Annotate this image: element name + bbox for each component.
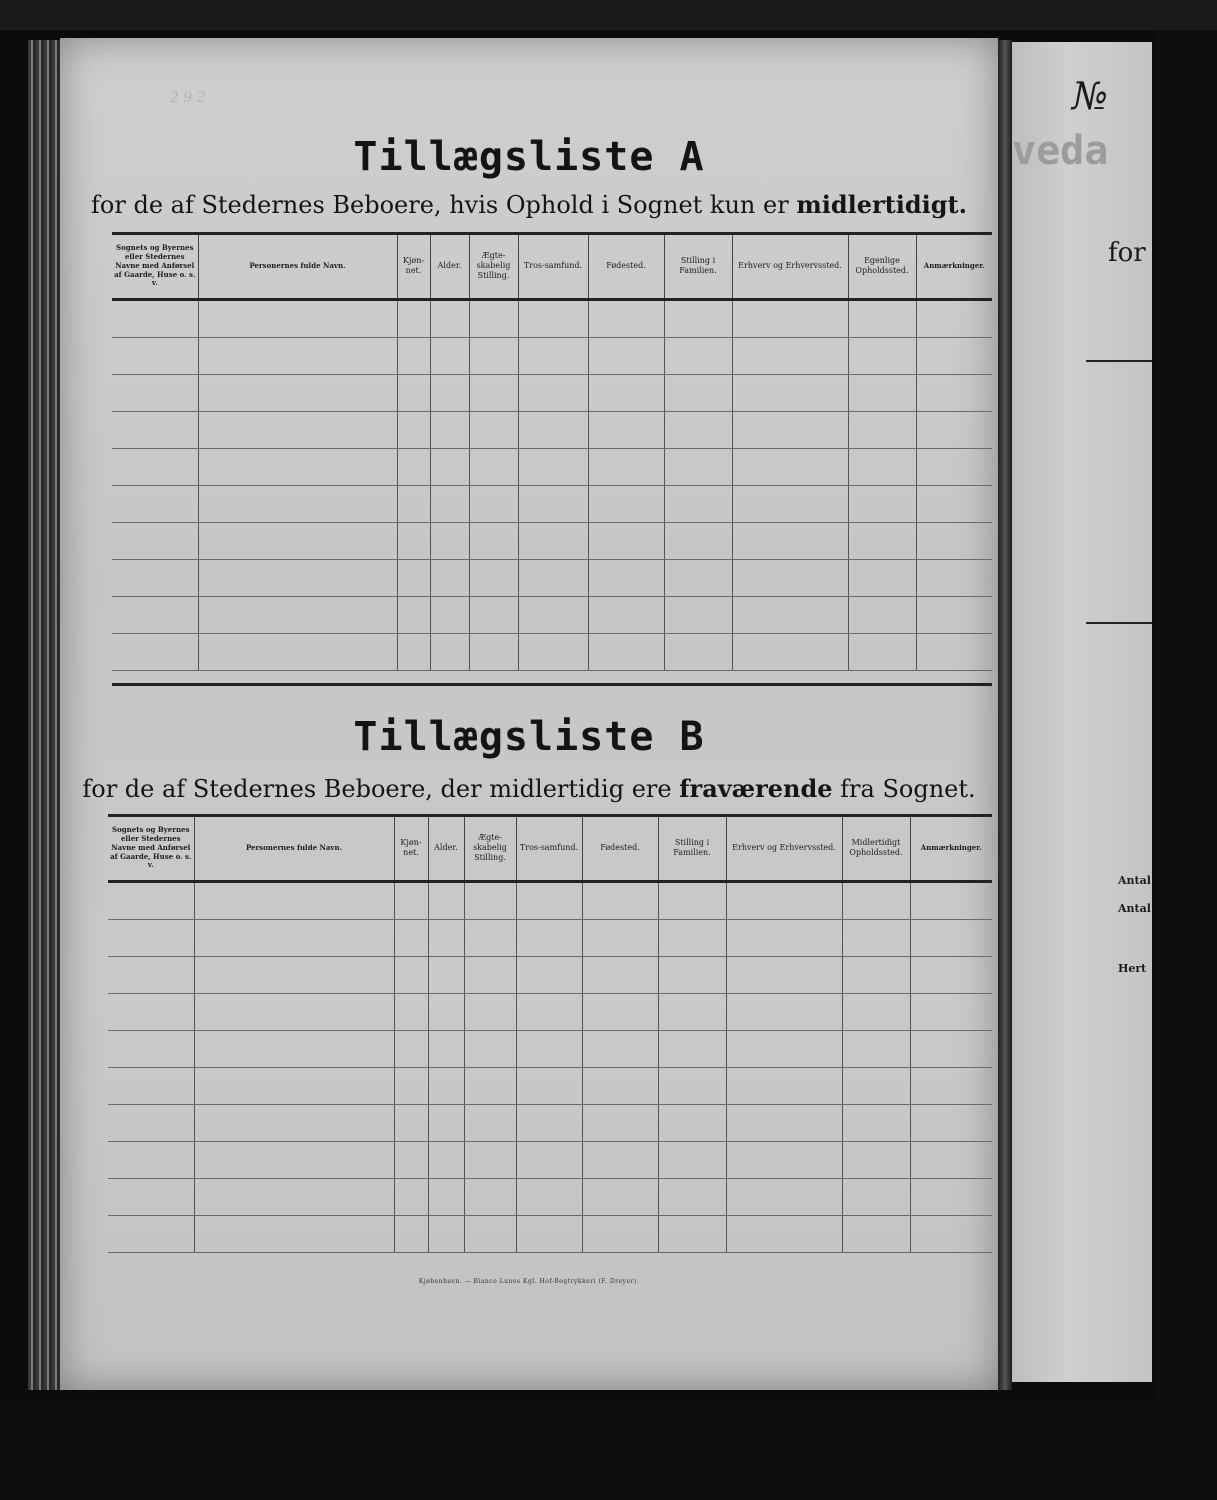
list-b-cell bbox=[428, 919, 464, 956]
list-b-cell bbox=[516, 1215, 582, 1252]
list-a-cell bbox=[732, 299, 848, 337]
list-b-cell bbox=[428, 956, 464, 993]
film-right-edge bbox=[1156, 30, 1217, 1398]
list-b-table bbox=[108, 817, 992, 1253]
list-a-cell bbox=[916, 633, 992, 670]
list-a-cell bbox=[848, 485, 916, 522]
list-b-cell bbox=[726, 1030, 842, 1067]
list-b-cell bbox=[394, 1178, 428, 1215]
list-a-cell bbox=[664, 596, 732, 633]
list-b-col-family-position: Stilling i Familien. bbox=[658, 817, 726, 881]
list-b-cell bbox=[910, 919, 992, 956]
list-a-cell bbox=[112, 411, 198, 448]
list-a-cell bbox=[916, 559, 992, 596]
list-a-cell bbox=[664, 374, 732, 411]
section-divider bbox=[112, 683, 992, 686]
list-b-cell bbox=[464, 1141, 516, 1178]
list-a-cell bbox=[518, 485, 588, 522]
list-a-cell bbox=[732, 633, 848, 670]
list-a-cell bbox=[916, 374, 992, 411]
list-b-cell bbox=[726, 1215, 842, 1252]
list-a-cell bbox=[848, 411, 916, 448]
list-b-cell bbox=[108, 956, 194, 993]
list-a-cell bbox=[588, 337, 664, 374]
list-a-cell bbox=[469, 337, 518, 374]
list-b-cell bbox=[842, 1030, 910, 1067]
list-b-cell bbox=[194, 1178, 394, 1215]
list-a-col-family-position: Stilling i Familien. bbox=[664, 235, 732, 299]
bleed-title-fragment: veda bbox=[1012, 128, 1109, 174]
list-a-cell bbox=[112, 299, 198, 337]
list-a-cell bbox=[397, 299, 430, 337]
list-b-cell bbox=[464, 1104, 516, 1141]
list-b-cell bbox=[394, 1215, 428, 1252]
list-b-cell bbox=[108, 881, 194, 919]
list-a-cell bbox=[848, 559, 916, 596]
list-b-cell bbox=[726, 919, 842, 956]
list-a-col-place: Sognets og Byernes eller Stedernes Navne med Anførsel af Gaarde, Huse o. s. v. bbox=[112, 235, 198, 299]
list-b-cell bbox=[910, 1030, 992, 1067]
next-page-for: for bbox=[1108, 238, 1146, 268]
list-a-cell bbox=[848, 448, 916, 485]
list-a-cell bbox=[198, 559, 397, 596]
list-b-cell bbox=[910, 956, 992, 993]
page-edge-stack bbox=[28, 40, 60, 1390]
list-b-cell bbox=[842, 881, 910, 919]
list-b-cell bbox=[842, 956, 910, 993]
list-b-cell bbox=[428, 1030, 464, 1067]
list-b-cell bbox=[428, 1141, 464, 1178]
list-b-cell bbox=[726, 1141, 842, 1178]
list-a-cell bbox=[588, 485, 664, 522]
list-b-col-name: Personernes fulde Navn. bbox=[194, 817, 394, 881]
list-b-cell bbox=[842, 1104, 910, 1141]
list-a-cell bbox=[430, 411, 469, 448]
list-a-row bbox=[112, 337, 992, 374]
list-a-cell bbox=[518, 633, 588, 670]
list-a-cell bbox=[732, 448, 848, 485]
list-b-cell bbox=[582, 1215, 658, 1252]
next-page-antal-2: Antal bbox=[1118, 902, 1151, 915]
list-a-cell bbox=[112, 337, 198, 374]
list-b-cell bbox=[910, 993, 992, 1030]
list-a-cell bbox=[518, 299, 588, 337]
list-a-cell bbox=[518, 596, 588, 633]
list-a-row bbox=[112, 522, 992, 559]
list-b-cell bbox=[726, 1067, 842, 1104]
list-b-cell bbox=[842, 1178, 910, 1215]
list-b-cell bbox=[582, 1030, 658, 1067]
list-b-cell bbox=[910, 1067, 992, 1104]
list-a-cell bbox=[518, 522, 588, 559]
list-b-cell bbox=[464, 881, 516, 919]
list-a-cell bbox=[588, 522, 664, 559]
list-b-cell bbox=[194, 1104, 394, 1141]
list-a-cell bbox=[430, 374, 469, 411]
list-a-cell bbox=[732, 411, 848, 448]
list-a-col-residence: Egenlige Opholdssted. bbox=[848, 235, 916, 299]
list-b-cell bbox=[428, 1178, 464, 1215]
list-a-cell bbox=[469, 374, 518, 411]
list-a-cell bbox=[664, 337, 732, 374]
list-a-cell bbox=[916, 522, 992, 559]
list-a-cell bbox=[198, 374, 397, 411]
list-a-cell bbox=[397, 559, 430, 596]
list-a-cell bbox=[916, 299, 992, 337]
list-b-cell bbox=[658, 1030, 726, 1067]
list-b-title: Tillægsliste B bbox=[353, 714, 705, 760]
list-b-cell bbox=[516, 1067, 582, 1104]
list-a-cell bbox=[198, 411, 397, 448]
list-b-cell bbox=[658, 993, 726, 1030]
list-b-subtitle-emphasis: fraværende bbox=[679, 774, 833, 803]
list-a-col-marital: Ægte-skabelig Stilling. bbox=[469, 235, 518, 299]
list-b-cell bbox=[394, 1141, 428, 1178]
list-a-cell bbox=[916, 337, 992, 374]
list-a-cell bbox=[732, 559, 848, 596]
list-a-col-occupation: Erhverv og Erhvervssted. bbox=[732, 235, 848, 299]
list-b-cell bbox=[108, 993, 194, 1030]
list-b-cell bbox=[428, 993, 464, 1030]
list-a-cell bbox=[588, 411, 664, 448]
list-a-cell bbox=[198, 633, 397, 670]
list-a-cell bbox=[112, 448, 198, 485]
list-a-row bbox=[112, 411, 992, 448]
list-a-cell bbox=[397, 337, 430, 374]
list-a-cell bbox=[732, 374, 848, 411]
list-b-cell bbox=[464, 1030, 516, 1067]
list-b-col-place: Sognets og Byernes eller Stedernes Navne med Anførsel af Gaarde, Huse o. s. v. bbox=[108, 817, 194, 881]
list-b-cell bbox=[428, 1067, 464, 1104]
list-a-cell bbox=[430, 299, 469, 337]
list-a-col-remarks: Anmærkninger. bbox=[916, 235, 992, 299]
list-b-row bbox=[108, 1141, 992, 1178]
film-top-edge bbox=[0, 0, 1217, 30]
list-a-cell bbox=[112, 522, 198, 559]
list-a-row bbox=[112, 559, 992, 596]
list-a-cell bbox=[397, 374, 430, 411]
list-b-body bbox=[108, 881, 992, 1252]
list-b-cell bbox=[910, 1215, 992, 1252]
list-b-cell bbox=[658, 1067, 726, 1104]
list-a-cell bbox=[397, 633, 430, 670]
list-a-cell bbox=[664, 559, 732, 596]
list-a-cell bbox=[664, 485, 732, 522]
number-mark: № bbox=[1072, 74, 1108, 118]
list-a-cell bbox=[732, 485, 848, 522]
list-b-col-marital: Ægte-skabelig Stilling. bbox=[464, 817, 516, 881]
list-b-cell bbox=[582, 1178, 658, 1215]
list-b-cell bbox=[428, 881, 464, 919]
list-b-cell bbox=[194, 919, 394, 956]
list-b-cell bbox=[194, 956, 394, 993]
list-a-row bbox=[112, 596, 992, 633]
list-b-col-birthplace: Fødested. bbox=[582, 817, 658, 881]
list-b-cell bbox=[658, 1178, 726, 1215]
list-b-cell bbox=[658, 956, 726, 993]
list-b-cell bbox=[464, 919, 516, 956]
list-b-cell bbox=[582, 1141, 658, 1178]
list-b-cell bbox=[394, 956, 428, 993]
list-b-subtitle-end: fra Sognet. bbox=[832, 775, 976, 803]
list-a-cell bbox=[112, 559, 198, 596]
list-a-cell bbox=[848, 374, 916, 411]
list-b-cell bbox=[394, 993, 428, 1030]
list-b-subtitle bbox=[60, 774, 998, 803]
list-b-cell bbox=[394, 1030, 428, 1067]
list-b-cell bbox=[194, 881, 394, 919]
list-b-row bbox=[108, 1067, 992, 1104]
list-b-subtitle-text: for de af Stedernes Beboere, der midlertidig ere bbox=[82, 775, 680, 803]
list-b-cell bbox=[658, 919, 726, 956]
list-a-subtitle-text: for de af Stedernes Beboere, hvis Ophold i Sognet kun er bbox=[91, 191, 797, 219]
list-a-cell bbox=[112, 374, 198, 411]
list-b-col-age: Alder. bbox=[428, 817, 464, 881]
list-a-cell bbox=[198, 596, 397, 633]
list-a-cell bbox=[588, 299, 664, 337]
list-a-cell bbox=[732, 522, 848, 559]
list-a-col-birthplace: Fødested. bbox=[588, 235, 664, 299]
list-a-cell bbox=[664, 448, 732, 485]
list-a-cell bbox=[518, 337, 588, 374]
list-b-col-temp-residence: Midlertidigt Opholdssted. bbox=[842, 817, 910, 881]
list-b-cell bbox=[726, 881, 842, 919]
list-a-cell bbox=[916, 596, 992, 633]
list-a-cell bbox=[848, 596, 916, 633]
list-a-table bbox=[112, 235, 992, 671]
list-a-row bbox=[112, 448, 992, 485]
list-b-col-remarks: Anmærkninger. bbox=[910, 817, 992, 881]
list-a-cell bbox=[469, 485, 518, 522]
list-a-cell bbox=[112, 485, 198, 522]
list-a-cell bbox=[848, 522, 916, 559]
list-a-row bbox=[112, 633, 992, 670]
list-a-cell bbox=[664, 522, 732, 559]
list-b-cell bbox=[464, 956, 516, 993]
list-b-cell bbox=[428, 1215, 464, 1252]
list-b-cell bbox=[394, 1104, 428, 1141]
list-b-cell bbox=[394, 1067, 428, 1104]
list-b-cell bbox=[516, 881, 582, 919]
list-b-row bbox=[108, 1215, 992, 1252]
list-b-row bbox=[108, 919, 992, 956]
adjacent-page-fragment bbox=[1012, 42, 1152, 1382]
list-a-col-religion: Tros-samfund. bbox=[518, 235, 588, 299]
book-binding bbox=[998, 40, 1012, 1390]
list-b-row bbox=[108, 1104, 992, 1141]
list-b-cell bbox=[582, 1104, 658, 1141]
list-b-cell bbox=[464, 1215, 516, 1252]
list-b-cell bbox=[910, 881, 992, 919]
list-a-cell bbox=[848, 337, 916, 374]
list-b-cell bbox=[726, 1178, 842, 1215]
list-a-cell bbox=[664, 411, 732, 448]
list-b-cell bbox=[108, 1215, 194, 1252]
list-a-cell bbox=[397, 522, 430, 559]
list-b-cell bbox=[516, 993, 582, 1030]
list-b-cell bbox=[516, 1178, 582, 1215]
list-a-cell bbox=[848, 633, 916, 670]
list-a-col-age: Alder. bbox=[430, 235, 469, 299]
list-a-title: Tillægsliste A bbox=[353, 134, 705, 180]
list-b-cell bbox=[516, 1030, 582, 1067]
list-b-cell bbox=[658, 881, 726, 919]
list-a-cell bbox=[916, 485, 992, 522]
list-b-cell bbox=[108, 1067, 194, 1104]
list-a-cell bbox=[430, 485, 469, 522]
list-b-row bbox=[108, 956, 992, 993]
list-b-col-occupation: Erhverv og Erhvervssted. bbox=[726, 817, 842, 881]
list-b-cell bbox=[394, 881, 428, 919]
list-b-cell bbox=[726, 1104, 842, 1141]
list-b-header-row bbox=[108, 817, 992, 881]
list-b-cell bbox=[108, 1104, 194, 1141]
list-b-col-religion: Tros-samfund. bbox=[516, 817, 582, 881]
list-a-cell bbox=[518, 448, 588, 485]
list-b-cell bbox=[842, 993, 910, 1030]
list-b-cell bbox=[658, 1104, 726, 1141]
list-b-cell bbox=[194, 1215, 394, 1252]
list-b-cell bbox=[842, 1141, 910, 1178]
census-form-page bbox=[60, 38, 998, 1390]
list-b-cell bbox=[582, 1067, 658, 1104]
list-a-cell bbox=[198, 448, 397, 485]
list-b-cell bbox=[658, 1141, 726, 1178]
list-b-cell bbox=[194, 1067, 394, 1104]
list-b-cell bbox=[842, 919, 910, 956]
list-b-cell bbox=[108, 1141, 194, 1178]
list-b-cell bbox=[516, 919, 582, 956]
list-a-cell bbox=[664, 299, 732, 337]
list-a-cell bbox=[198, 337, 397, 374]
list-b-cell bbox=[428, 1104, 464, 1141]
list-b-row bbox=[108, 1178, 992, 1215]
list-a-cell bbox=[430, 522, 469, 559]
list-a-cell bbox=[588, 633, 664, 670]
list-b-cell bbox=[464, 1067, 516, 1104]
list-a-cell bbox=[916, 411, 992, 448]
list-b-cell bbox=[464, 993, 516, 1030]
list-a-cell bbox=[518, 411, 588, 448]
bleed-through-mark: 2 9 2 bbox=[170, 90, 206, 106]
list-a-cell bbox=[397, 485, 430, 522]
list-a-col-sex: Kjøn-net. bbox=[397, 235, 430, 299]
list-a-row bbox=[112, 374, 992, 411]
list-a-cell bbox=[518, 559, 588, 596]
list-a-cell bbox=[848, 299, 916, 337]
list-a-cell bbox=[198, 485, 397, 522]
list-a-subtitle-emphasis: midlertidigt. bbox=[796, 190, 967, 219]
list-a-cell bbox=[732, 337, 848, 374]
list-a-cell bbox=[430, 633, 469, 670]
list-a-body bbox=[112, 299, 992, 670]
list-a-row bbox=[112, 485, 992, 522]
next-page-rule-2 bbox=[1086, 622, 1152, 624]
list-b-cell bbox=[910, 1104, 992, 1141]
list-a-cell bbox=[469, 559, 518, 596]
list-a-cell bbox=[469, 522, 518, 559]
list-a-cell bbox=[588, 596, 664, 633]
list-a-cell bbox=[112, 596, 198, 633]
list-a-cell bbox=[588, 374, 664, 411]
list-b-cell bbox=[842, 1067, 910, 1104]
list-a-cell bbox=[469, 411, 518, 448]
list-b-cell bbox=[910, 1178, 992, 1215]
list-b-row bbox=[108, 993, 992, 1030]
list-a-cell bbox=[198, 299, 397, 337]
list-a-cell bbox=[469, 596, 518, 633]
list-b-cell bbox=[464, 1178, 516, 1215]
list-b-cell bbox=[582, 956, 658, 993]
list-a-cell bbox=[430, 448, 469, 485]
list-a-cell bbox=[397, 448, 430, 485]
list-b-cell bbox=[582, 919, 658, 956]
list-b-cell bbox=[394, 919, 428, 956]
list-a-header-row bbox=[112, 235, 992, 299]
list-a-cell bbox=[397, 411, 430, 448]
next-page-rule-1 bbox=[1086, 360, 1152, 362]
list-b-cell bbox=[194, 1030, 394, 1067]
list-a-cell bbox=[469, 299, 518, 337]
list-b-cell bbox=[726, 956, 842, 993]
list-a-cell bbox=[430, 596, 469, 633]
list-b-col-sex: Kjøn-net. bbox=[394, 817, 428, 881]
list-b-cell bbox=[910, 1141, 992, 1178]
list-b-cell bbox=[108, 1178, 194, 1215]
list-b-cell bbox=[658, 1215, 726, 1252]
list-a-cell bbox=[732, 596, 848, 633]
list-a-cell bbox=[112, 633, 198, 670]
list-b-cell bbox=[108, 1030, 194, 1067]
list-a-cell bbox=[916, 448, 992, 485]
list-a-cell bbox=[397, 596, 430, 633]
list-b-cell bbox=[582, 881, 658, 919]
list-b-cell bbox=[516, 1141, 582, 1178]
list-a-row bbox=[112, 299, 992, 337]
list-b-cell bbox=[194, 1141, 394, 1178]
list-b-cell bbox=[194, 993, 394, 1030]
next-page-antal-1: Antal bbox=[1118, 874, 1151, 887]
printer-imprint: Kjøbenhavn. — Bianco Lunos Kgl. Hof-Bogtrykkeri (F. Dreyer). bbox=[418, 1278, 640, 1285]
list-a-cell bbox=[430, 559, 469, 596]
list-a-subtitle bbox=[60, 190, 998, 219]
film-bottom-edge bbox=[0, 1398, 1217, 1500]
list-b-cell bbox=[516, 956, 582, 993]
list-b-cell bbox=[108, 919, 194, 956]
list-a-cell bbox=[518, 374, 588, 411]
list-a-cell bbox=[469, 448, 518, 485]
list-b-row bbox=[108, 881, 992, 919]
list-b-cell bbox=[726, 993, 842, 1030]
list-b-row bbox=[108, 1030, 992, 1067]
list-b-cell bbox=[516, 1104, 582, 1141]
list-a-cell bbox=[588, 448, 664, 485]
list-b-cell bbox=[842, 1215, 910, 1252]
list-a-col-name: Personernes fulde Navn. bbox=[198, 235, 397, 299]
next-page-hert: Hert bbox=[1118, 962, 1147, 975]
list-a-cell bbox=[430, 337, 469, 374]
list-a-cell bbox=[588, 559, 664, 596]
list-b-cell bbox=[582, 993, 658, 1030]
list-a-cell bbox=[469, 633, 518, 670]
list-a-cell bbox=[198, 522, 397, 559]
list-a-cell bbox=[664, 633, 732, 670]
